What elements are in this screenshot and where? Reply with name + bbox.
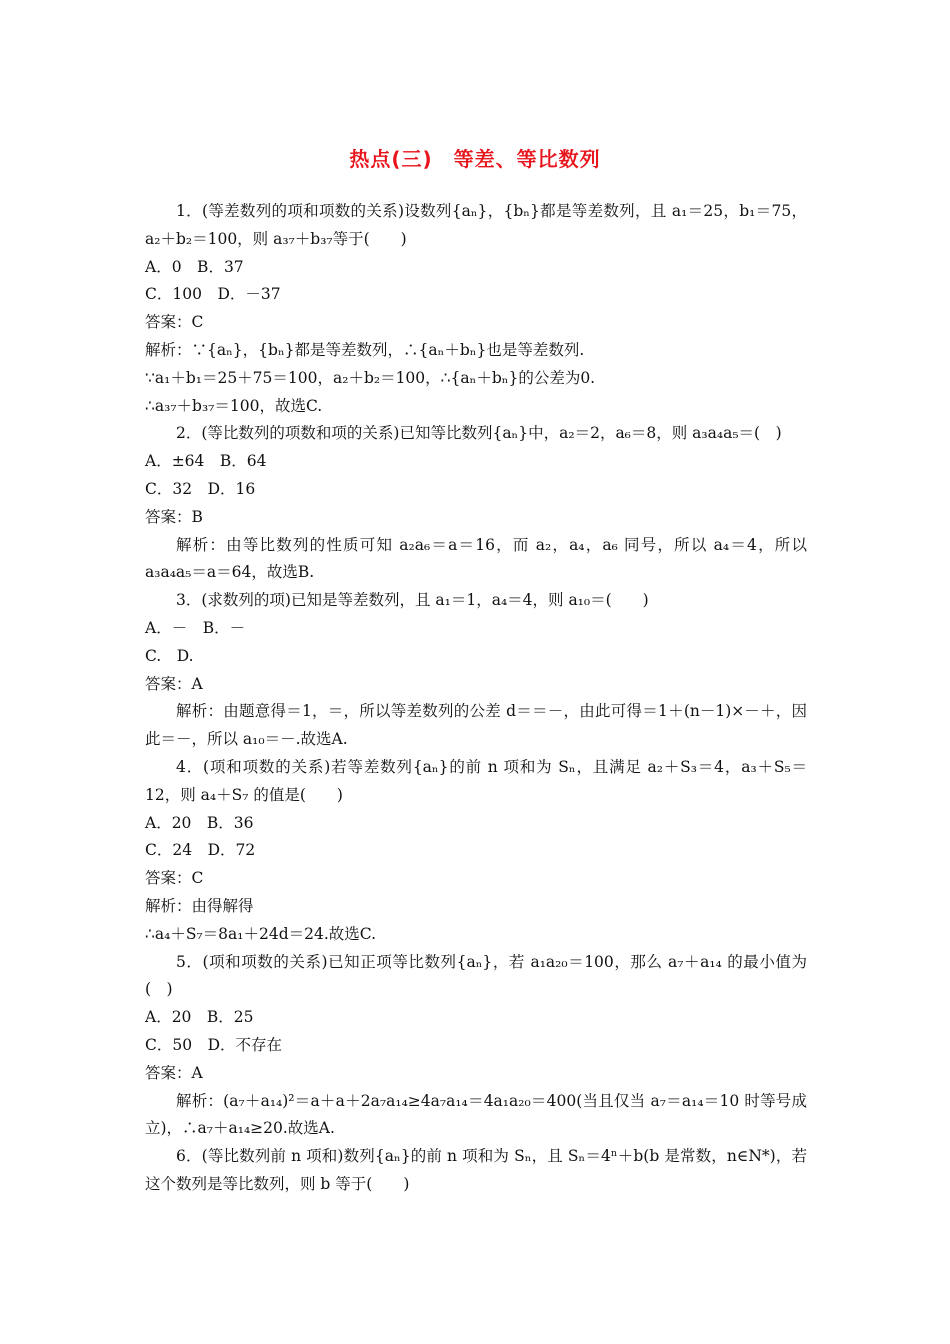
text-line: ∴a₄＋S₇＝8a₁＋24d＝24.故选C. bbox=[145, 924, 376, 943]
text-line: 解析：由等比数列的性质可知 a₂a₆＝a＝16，而 a₂，a₄，a₆ 同号，所以 a₄＝4，所以 a₃a₄a₅＝a＝64，故选B. bbox=[145, 535, 807, 582]
text-line: C．50 D．不存在 bbox=[145, 1035, 283, 1054]
document-body bbox=[145, 198, 807, 1199]
text-line: 6．(等比数列前 n 项和)数列{aₙ}的前 n 项和为 Sₙ，且 Sₙ＝4ⁿ＋b(b 是常数，n∈N*)，若这个数列是等比数列，则 b 等于( ) bbox=[145, 1147, 807, 1193]
text-line: 答案：C bbox=[145, 869, 204, 888]
text-line: 解析：由题意得＝1，＝，所以等差数列的公差 d＝＝－，由此可得＝1＋(n－1)×－＋，因此＝－，所以 a₁₀＝－.故选A. bbox=[145, 702, 807, 749]
text-line: 解析：∵{aₙ}，{bₙ}都是等差数列，∴{aₙ＋bₙ}也是等差数列. bbox=[145, 340, 585, 359]
text-line: 答案：B bbox=[145, 507, 203, 526]
page-title: 热点(三) 等差、等比数列 bbox=[349, 147, 601, 171]
text-line: ∵a₁＋b₁＝25＋75＝100，a₂＋b₂＝100，∴{aₙ＋bₙ}的公差为0. bbox=[145, 368, 596, 387]
text-line: A．－ B．－ bbox=[145, 618, 246, 637]
text-line: C．100 D．－37 bbox=[145, 285, 281, 304]
text-line: 答案：A bbox=[145, 674, 203, 693]
text-line: A．20 B．36 bbox=[145, 813, 254, 832]
text-line: 5．(项和项数的关系)已知正项等比数列{aₙ}，若 a₁a₂₀＝100，那么 a₇＋a₁₄ 的最小值为( ) bbox=[145, 952, 807, 999]
text-line: C．32 D．16 bbox=[145, 479, 256, 498]
text-line: A．±64 B．64 bbox=[145, 452, 267, 471]
text-line: 2．(等比数列的项数和项的关系)已知等比数列{aₙ}中，a₂＝2，a₆＝8，则 a₃a₄a₅＝( ) bbox=[176, 424, 782, 443]
text-line: 解析：(a₇＋a₁₄)²＝a＋a＋2a₇a₁₄≥4a₇a₁₄＝4a₁a₂₀＝400(当且仅当 a₇＝a₁₄＝10 时等号成立)，∴a₇＋a₁₄≥20.故选A. bbox=[145, 1091, 807, 1138]
text-line: 1．(等差数列的项和项数的关系)设数列{aₙ}，{bₙ}都是等差数列，且 a₁＝25，b₁＝75，a₂＋b₂＝100，则 a₃₇＋b₃₇等于( ) bbox=[145, 202, 807, 248]
text-line: 答案：C bbox=[145, 313, 204, 332]
text-line: 3．(求数列的项)已知是等差数列，且 a₁＝1，a₄＝4，则 a₁₀＝( ) bbox=[176, 591, 649, 610]
text-line: C. D. bbox=[145, 646, 194, 665]
text-line: C．24 D．72 bbox=[145, 841, 256, 860]
text-line: ∴a₃₇＋b₃₇＝100，故选C. bbox=[145, 396, 323, 415]
text-line: 答案：A bbox=[145, 1063, 203, 1082]
text-line: A．0 B．37 bbox=[145, 257, 244, 276]
text-line: A．20 B．25 bbox=[145, 1008, 254, 1027]
text-line: 解析：由得解得 bbox=[145, 896, 254, 915]
text-line: 4．(项和项数的关系)若等差数列{aₙ}的前 n 项和为 Sₙ，且满足 a₂＋S₃＝4，a₃＋S₅＝12，则 a₄＋S₇ 的值是( ) bbox=[145, 757, 807, 804]
